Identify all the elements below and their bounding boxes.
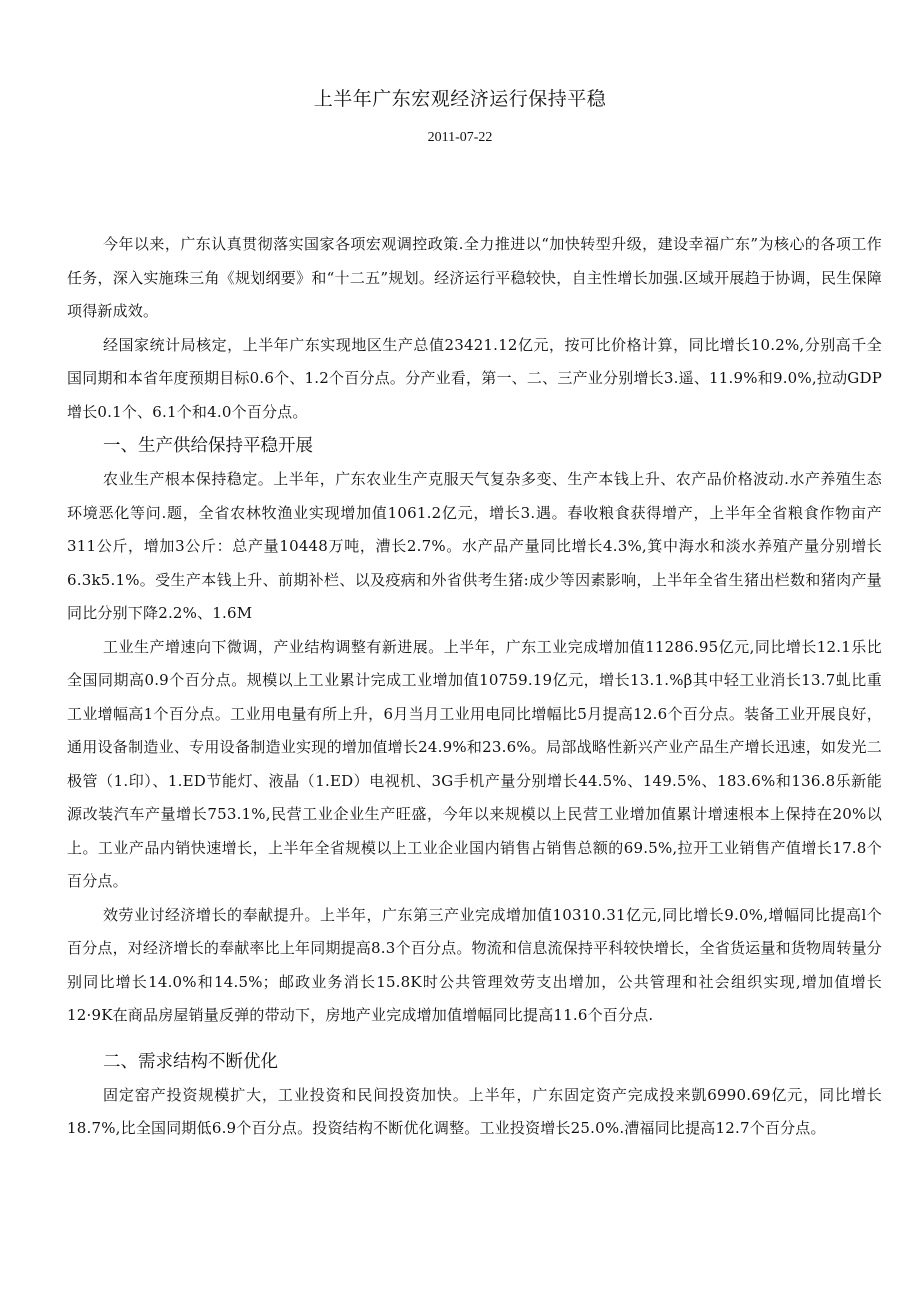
section-heading-demand: 二、需求结构不断优化 bbox=[103, 1051, 278, 1072]
gdp-paragraph: 经国家统计局核定，上半年广东实现地区生产总值23421.12亿元，按可比价格计算，同比增长10.2%,分别高千全国同期和本省年度预期目标0.6个、1.2个百分点。分产业看，第一、二、三产业分别增长3.遥、11.9%和9.0%,拉动GDP增长0.1个、6.1个和4.0个百分点。 bbox=[67, 335, 882, 421]
agriculture-paragraph: 农业生产根本保持稳定。上半年，广东农业生产克服天气复杂多变、生产本钱上升、农产品价格波动.水产养殖生态环境恶化等问.题，全省农林牧渔业实现增加值1061.2亿元，增长3.遇。春收粮食获得增产，上半年全省粮食作物亩产311公斤，增加3公斤：总产量10448万吨，漕长2.7%。水产品产量同比增长4.3%,箕中海水和淡水养殖产量分别增长6.3k5.1%。受生产本钱上升、前期补栏、以及疫病和外省供考生猪:成少等因素影响，上半年全省生猪出栏数和猪肉产量同比分别下降2.2%、1.6M bbox=[67, 470, 882, 622]
document-date: 2011-07-22 bbox=[427, 130, 493, 145]
investment-paragraph: 固定窑产投资规模扩大，工业投资和民间投资加快。上半年，广东固定资产完成投来凱6990.69亿元，同比增长18.7%,比全国同期低6.9个百分点。投资结构不断优化调整。工业投资增长25.0%.漕福同比提高12.7个百分点。 bbox=[67, 1085, 882, 1137]
section-heading-supply: 一、生产供给保持平稳开展 bbox=[103, 436, 313, 456]
document-title: 上半年广东宏观经济运行保持平稳 bbox=[313, 88, 607, 110]
industry-paragraph: 工业生产增速向下微调，产业结构调整有新进展。上半年，广东工业完成增加值11286.95亿元,同比增长12.1乐比全国同期高0.9个百分点。规模以上工业累计完成工业增加值10759.19亿元，增长13.1.%β其中轻工业消长13.7虬比重工业增幅高1个百分点。工业用电量有所上升，6月当月工业用电同比增幅比5月提高12.6个百分点。装备工业开展良好，通用设备制造业、专用设备制造业实现的增加值增长24.9%和23.6%。局部战略性新兴产业产品生产增长迅速，如发光二极管（1.印）、1.ED节能灯、液晶（1.ED）电视机、3G手机产量分别增长44.5%、149.5%、183.6%和136.8乐新能源改装汽车产量增长753.1%,民营工业企业生产旺盛，今年以来规模以上民营工业增加值累计增速根本上保持在20%以上。工业产品内销快速增长，上半年全省规模以上工业企业国内销售占销售总额的69.5%,拉开工业销售产值增长17.8个百分点。 bbox=[67, 637, 882, 890]
document-body bbox=[67, 228, 882, 1146]
intro-paragraph: 今年以来，广东认真贯彻落实国家各项宏观调控政策.全力推进以“加快转型升级，建设幸福广东”为核心的各项工作任务，深入实施珠三角《规划纲要》和“十二五”规划。经济运行平稳较快，自主性增长加强.区域开展趋于协调，民生保障项得新成效。 bbox=[67, 235, 882, 320]
services-paragraph: 效劳业讨经济增长的奉献提升。上半年，广东第三产业完成增加值10310.31亿元,同比增长9.0%,增幅同比提高l个百分点，对经济增长的奉献率比上年同期提高8.3个百分点。物流和信息流保持平科较快增长，全省货运量和货物周转量分别同比增长14.0%和14.5%；邮政业务消长15.8K时公共管理效劳支出增加，公共管理和社会组织实现,增加值增长12·9K在商品房屋销量反弹的带动下，房地产业完成增加值增幅同比提高11.6个百分点. bbox=[67, 905, 882, 1024]
section-spacer bbox=[67, 1033, 882, 1045]
